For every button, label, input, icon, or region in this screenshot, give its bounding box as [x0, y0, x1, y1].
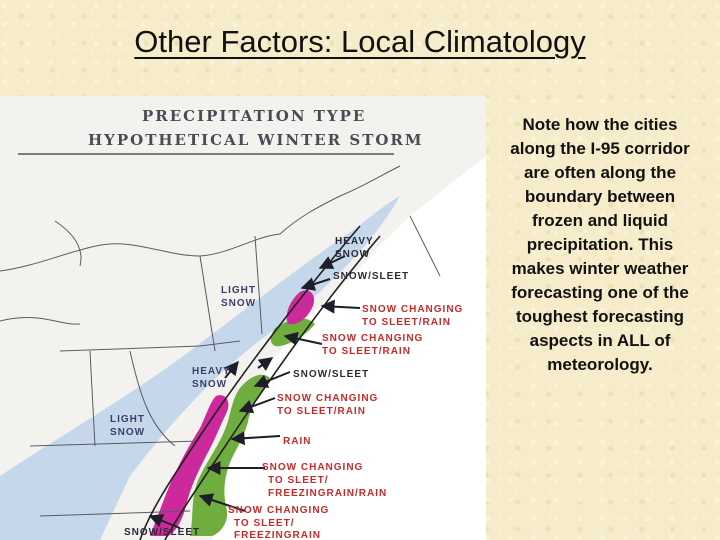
label-snow-changing-4b: TO SLEET/ — [268, 475, 329, 486]
label-snow-changing-1b: TO SLEET/RAIN — [362, 317, 451, 328]
label-heavy-snow-mid-2: SNOW — [192, 379, 228, 390]
label-snow-changing-3b: TO SLEET/RAIN — [277, 406, 366, 417]
label-snow-changing-4a: SNOW CHANGING — [262, 462, 364, 473]
label-snow-changing-5a: SNOW CHANGING — [228, 505, 330, 516]
label-snow-changing-4c: FREEZINGRAIN/RAIN — [268, 488, 388, 499]
label-snow-changing-2a: SNOW CHANGING — [322, 333, 424, 344]
label-heavy-snow-mid-1: HEAVY — [192, 366, 231, 377]
label-light-snow-n-1: LIGHT — [221, 285, 256, 296]
label-light-snow-n-2: SNOW — [221, 298, 257, 309]
label-snow-changing-5c: FREEZINGRAIN — [234, 530, 321, 540]
slide-title: Other Factors: Local Climatology — [134, 24, 586, 59]
label-snow-sleet-ne: SNOW/SLEET — [333, 271, 410, 282]
label-light-snow-s-2: SNOW — [110, 427, 146, 438]
label-snow-changing-5b: TO SLEET/ — [234, 518, 295, 529]
label-snow-changing-3a: SNOW CHANGING — [277, 393, 379, 404]
explanatory-note: Note how the cities along the I-95 corridor are often along the boundary between frozen and liquid precipitation. This makes winter weather forecasting one of the toughest forecasting aspects in ALL of meteorology. — [510, 115, 690, 374]
map-heading-line1: PRECIPITATION TYPE — [142, 107, 367, 125]
label-heavy-snow-ne-1: HEAVY — [335, 236, 374, 247]
label-snow-sleet-mid: SNOW/SLEET — [293, 369, 370, 380]
label-light-snow-s-1: LIGHT — [110, 414, 145, 425]
precipitation-map — [0, 96, 486, 540]
label-heavy-snow-ne-2: SNOW — [335, 249, 371, 260]
label-rain: RAIN — [283, 436, 312, 447]
label-snow-sleet-s: SNOW/SLEET — [124, 527, 201, 538]
label-snow-changing-1a: SNOW CHANGING — [362, 304, 464, 315]
precipitation-map-graphic — [0, 96, 486, 540]
map-heading-line2: HYPOTHETICAL WINTER STORM — [88, 131, 424, 149]
label-snow-changing-2b: TO SLEET/RAIN — [322, 346, 411, 357]
